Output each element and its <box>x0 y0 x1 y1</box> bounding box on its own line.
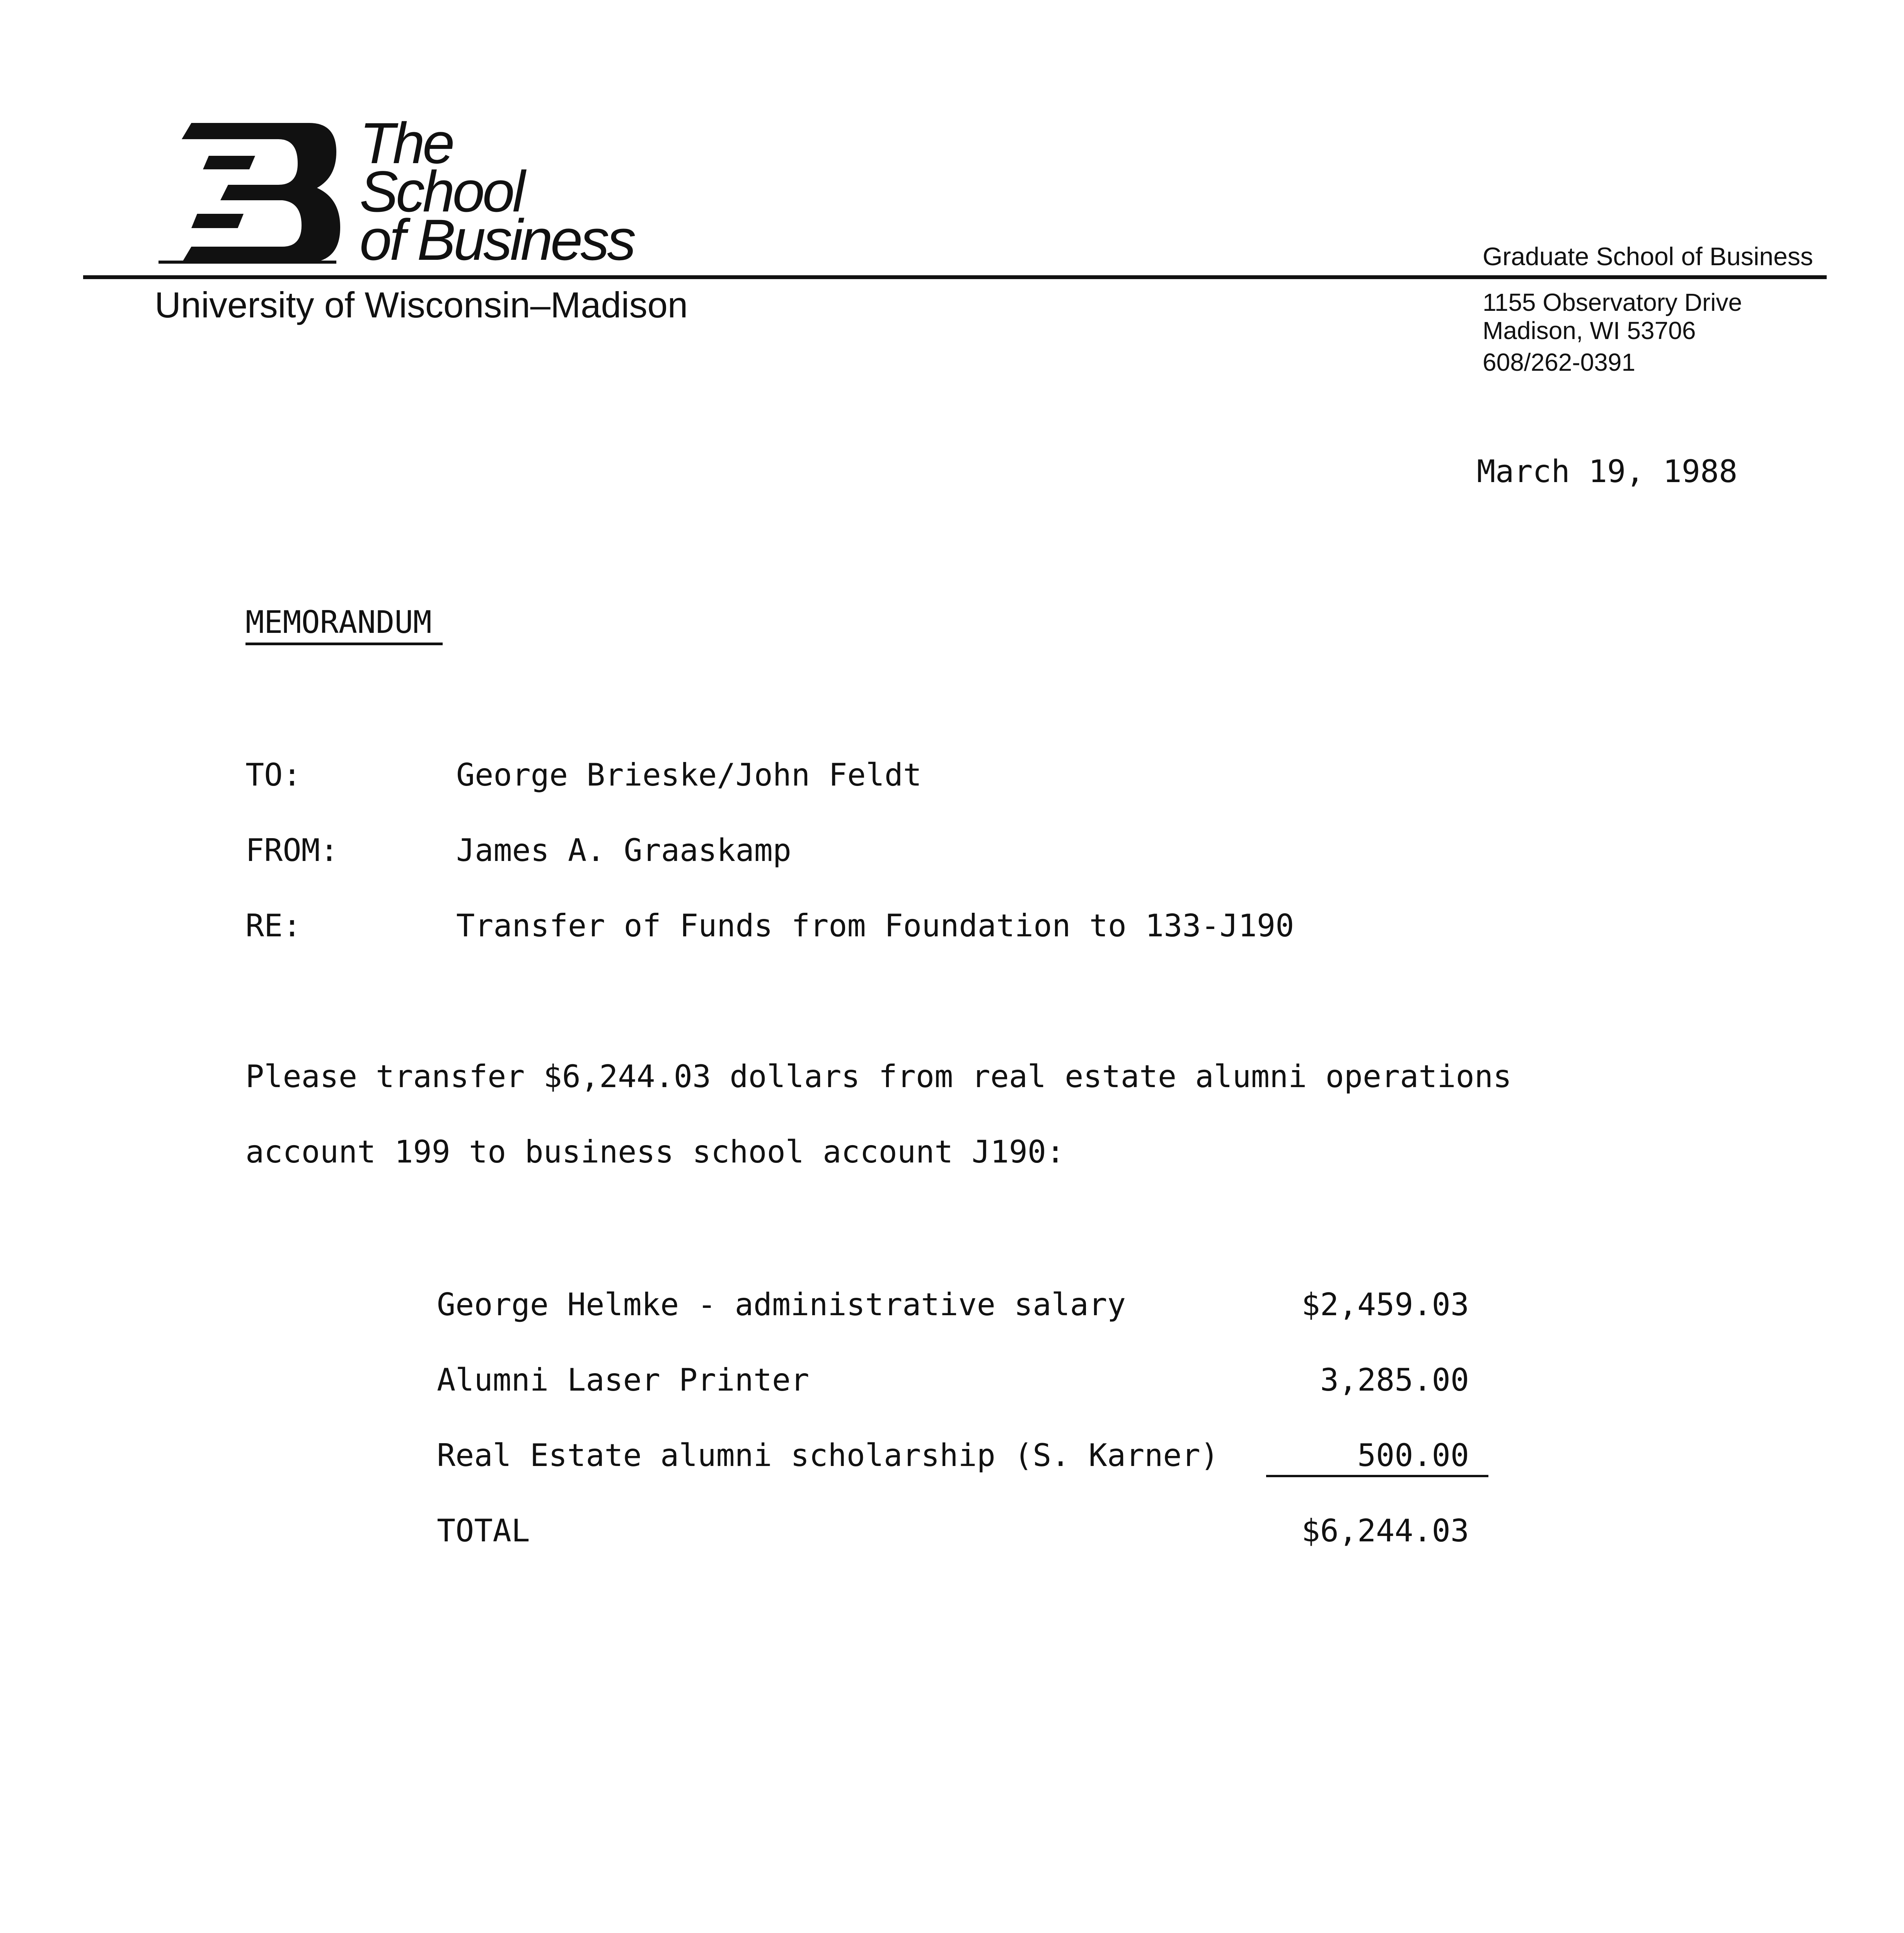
address-city: Madison, WI 53706 <box>1483 317 1696 344</box>
memo-date: March 19, 1988 <box>1477 453 1738 489</box>
line-item-description: Alumni Laser Printer <box>437 1362 810 1398</box>
logo-text-the: The <box>360 111 453 176</box>
address-street: 1155 Observatory Drive <box>1483 288 1742 316</box>
to-label: TO: <box>245 757 302 793</box>
total-amount: $6,244.03 <box>1301 1513 1469 1549</box>
department-name: Graduate School of Business <box>1483 242 1813 271</box>
to-value: George Brieske/John Feldt <box>456 757 922 793</box>
school-of-business-logo-b <box>155 123 348 263</box>
from-label: FROM: <box>245 832 339 868</box>
re-label: RE: <box>245 908 302 944</box>
logo-text-school: School <box>360 159 523 224</box>
re-value: Transfer of Funds from Foundation to 133-J190 <box>456 908 1294 944</box>
logo-underline <box>159 261 336 264</box>
subtotal-underline <box>1266 1475 1488 1477</box>
body-line-1: Please transfer $6,244.03 dollars from real estate alumni operations <box>245 1059 1512 1094</box>
line-item-amount: 3,285.00 <box>1320 1362 1469 1398</box>
line-item-amount: $2,459.03 <box>1301 1287 1469 1323</box>
phone-number: 608/262-0391 <box>1483 348 1636 376</box>
total-label: TOTAL <box>437 1513 530 1549</box>
line-item-description: Real Estate alumni scholarship (S. Karner) <box>437 1437 1219 1473</box>
line-item-description: George Helmke - administrative salary <box>437 1287 1126 1323</box>
from-value: James A. Graaskamp <box>456 832 791 868</box>
university-name: University of Wisconsin–Madison <box>155 285 688 325</box>
memo-title-underline <box>245 643 443 645</box>
body-line-2: account 199 to business school account J190: <box>245 1134 1065 1170</box>
logo-text-of-business: of Business <box>360 207 634 272</box>
letterhead-rule <box>83 275 1827 279</box>
memo-title: MEMORANDUM <box>245 604 432 640</box>
line-item-amount: 500.00 <box>1357 1437 1469 1473</box>
